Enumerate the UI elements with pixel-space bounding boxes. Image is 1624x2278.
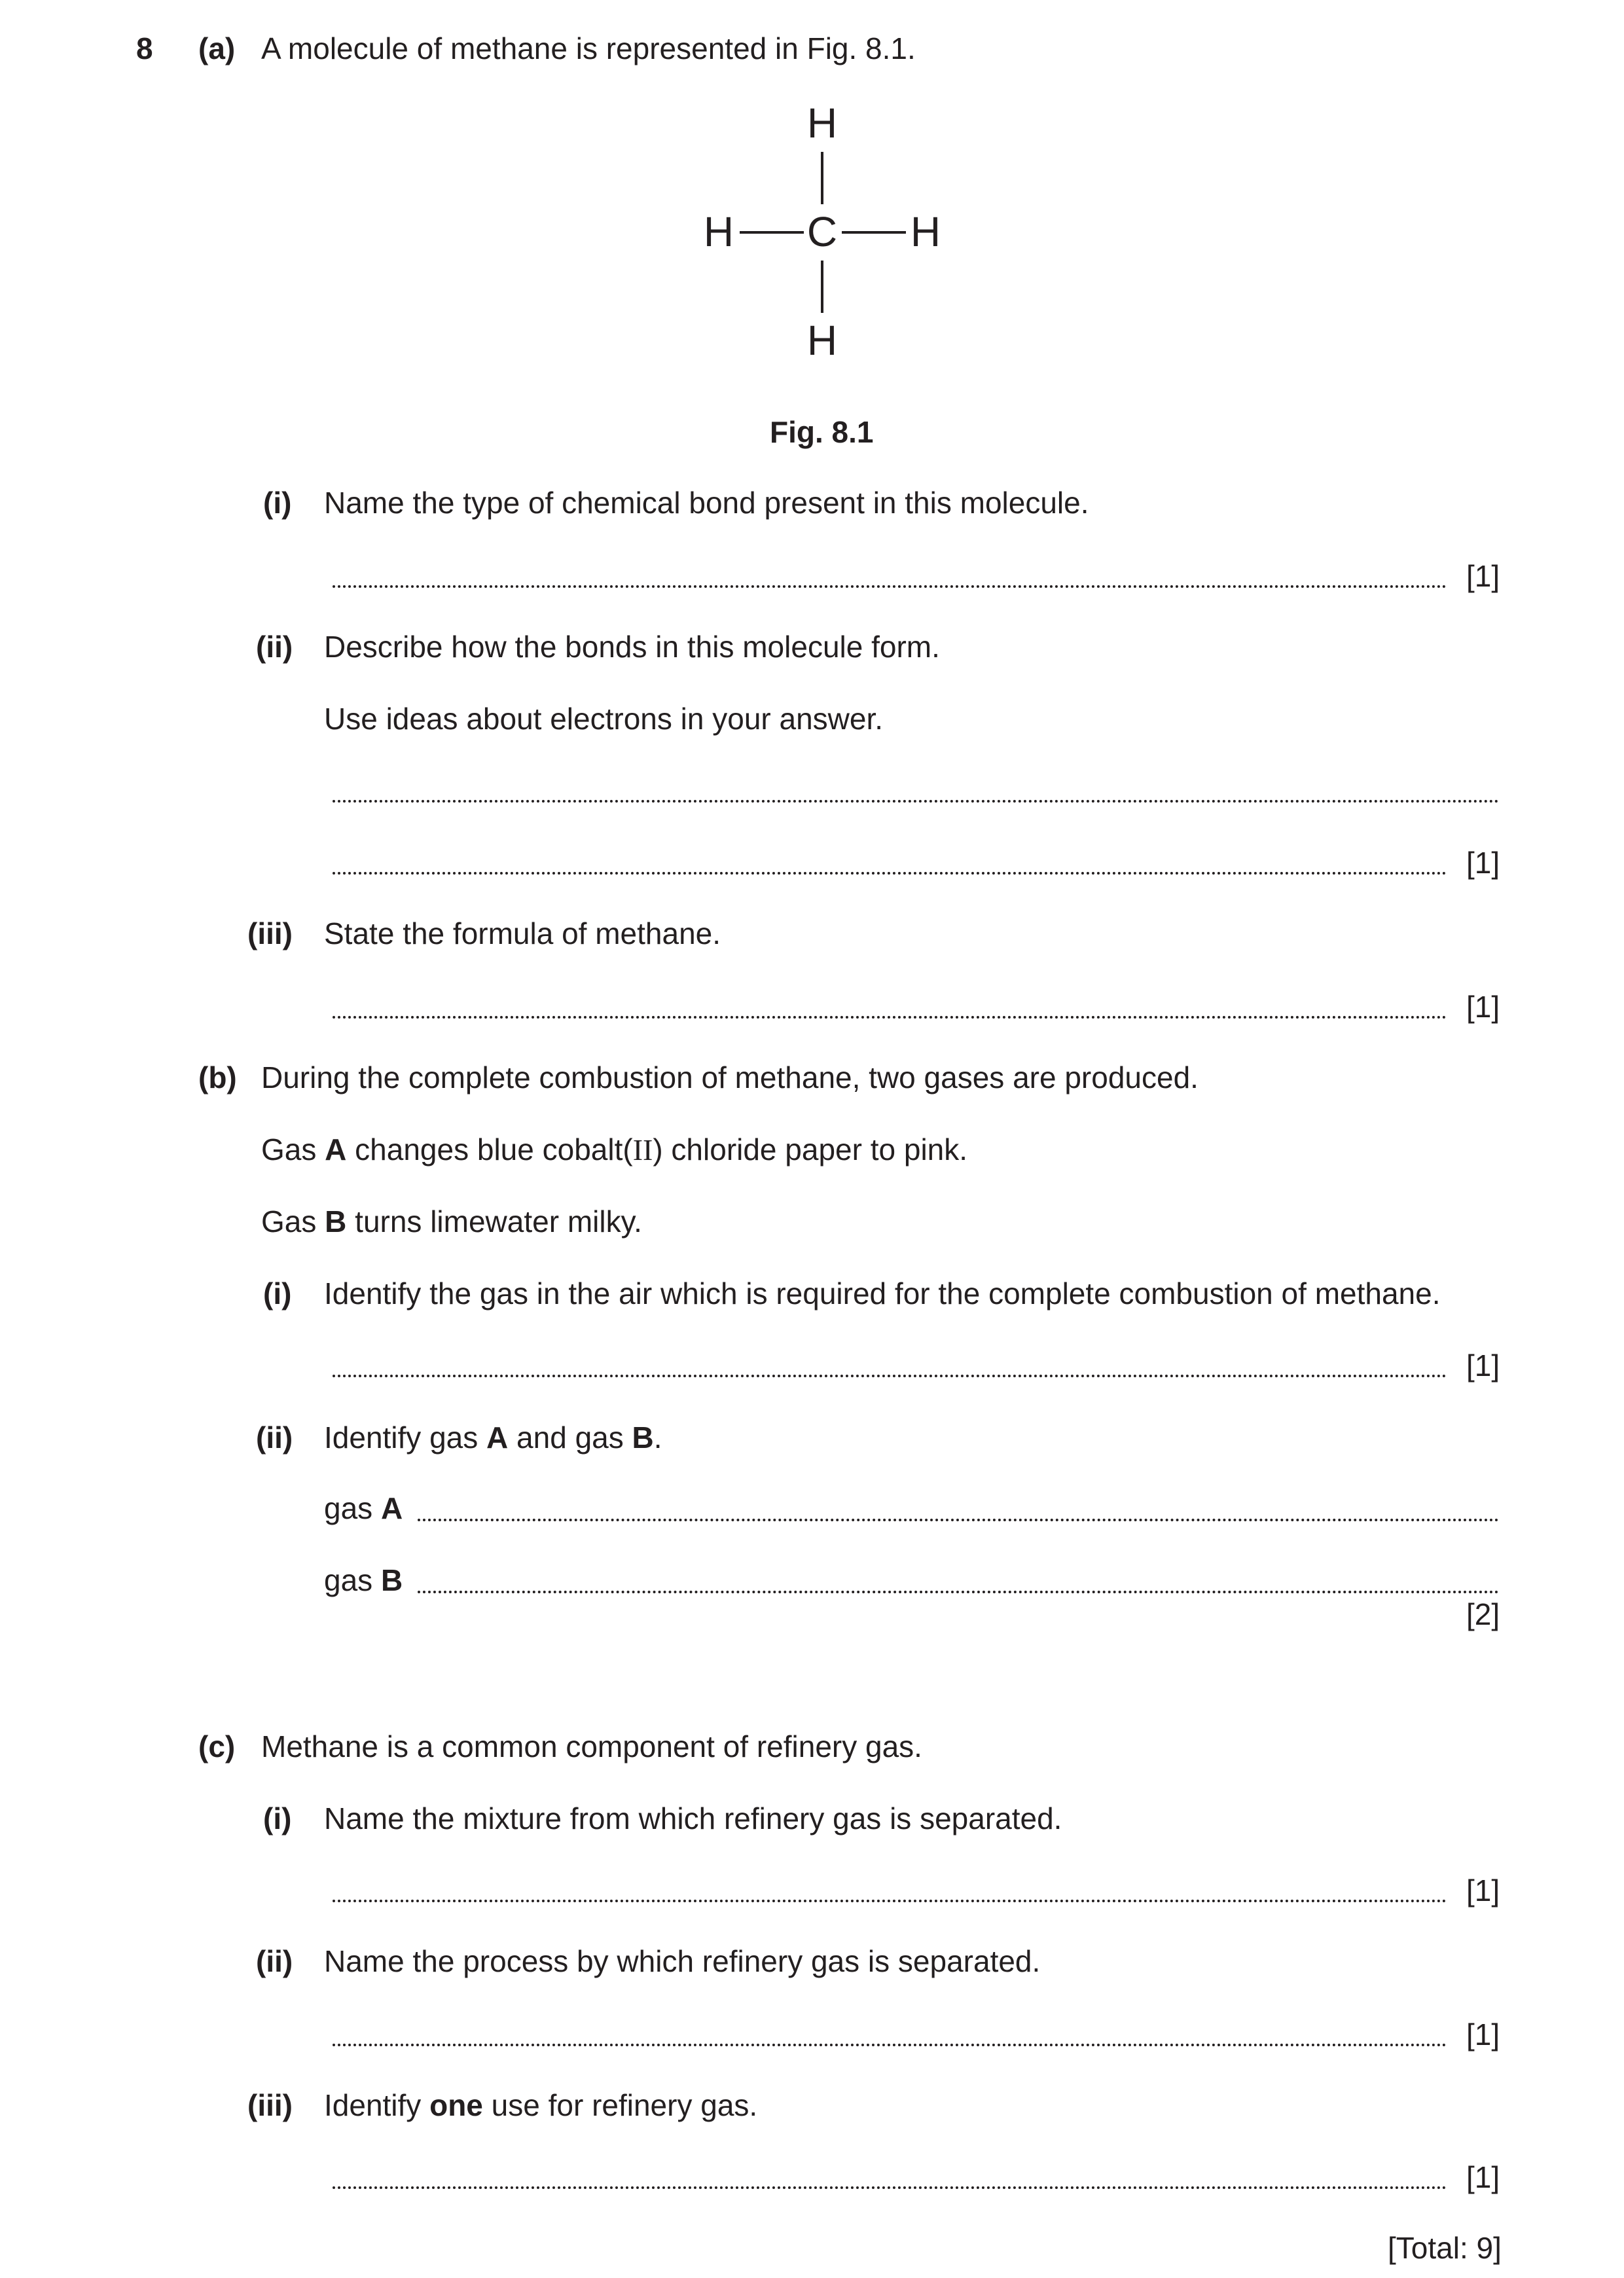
mark-c-i: [1] (1466, 1873, 1500, 1907)
methane-structure-figure (687, 92, 962, 367)
part-a-iii-text: State the formula of methane. (324, 916, 721, 950)
mark-b-i: [1] (1466, 1348, 1500, 1383)
mark-c-iii: [1] (1466, 2160, 1500, 2194)
answer-line-a-iii[interactable] (333, 1016, 1447, 1019)
mark-b-ii: [2] (1466, 1597, 1500, 1631)
methane-structure-diagram (687, 92, 962, 367)
part-b-intro: During the complete combustion of methane, two gases are produced. (261, 1060, 1199, 1094)
part-c-ii-text: Name the process by which refinery gas is separated. (324, 1944, 1041, 1978)
part-c-i-text: Name the mixture from which refinery gas is separated. (324, 1801, 1062, 1835)
part-c-intro: Methane is a common component of refinery gas. (261, 1729, 922, 1763)
answer-line-gas-a[interactable] (418, 1519, 1499, 1521)
part-b-ii-text: Identify gas A and gas B. (324, 1420, 662, 1455)
atom-h-bottom: H (806, 317, 838, 364)
answer-line-gas-b[interactable] (418, 1591, 1499, 1593)
answer-line-a-ii-1[interactable] (333, 800, 1499, 803)
part-a-i-text: Name the type of chemical bond present in this molecule. (324, 486, 1089, 520)
part-a-ii-text: Describe how the bonds in this molecule form. (324, 630, 940, 664)
part-a-iii-label: (iii) (247, 916, 293, 950)
answer-line-c-iii[interactable] (333, 2186, 1447, 2189)
part-c-iii-text: Identify one use for refinery gas. (324, 2088, 758, 2122)
part-a-i-label: (i) (263, 486, 292, 520)
part-c-label: (c) (198, 1729, 236, 1763)
answer-line-a-ii-2[interactable] (333, 872, 1447, 875)
answer-line-b-i[interactable] (333, 1375, 1447, 1377)
part-b-i-text: Identify the gas in the air which is required for the complete combustion of methane. (324, 1276, 1441, 1311)
part-c-ii-label: (ii) (256, 1944, 293, 1978)
answer-line-c-i[interactable] (333, 1900, 1447, 1902)
figure-caption: Fig. 8.1 (770, 415, 874, 449)
atom-h-right: H (910, 208, 941, 255)
gas-a-description: Gas A changes blue cobalt(II) chloride paper to pink. (261, 1132, 968, 1166)
part-c-iii-label: (iii) (247, 2088, 293, 2122)
mark-c-ii: [1] (1466, 2017, 1500, 2052)
part-a-ii-label: (ii) (256, 630, 293, 664)
part-a-intro: A molecule of methane is represented in Fig. 8.1. (261, 31, 916, 65)
gas-b-description: Gas B turns limewater milky. (261, 1204, 642, 1238)
part-a-ii-text2: Use ideas about electrons in your answer. (324, 702, 884, 736)
answer-line-c-ii[interactable] (333, 2044, 1447, 2046)
gas-a-answer-label: gas A (324, 1491, 403, 1525)
atom-h-left: H (703, 208, 734, 255)
mark-a-iii: [1] (1466, 990, 1500, 1024)
atom-h-top: H (806, 99, 838, 147)
mark-a-i: [1] (1466, 559, 1500, 593)
part-b-label: (b) (198, 1060, 237, 1094)
mark-a-ii: [1] (1466, 846, 1500, 880)
part-a-label: (a) (198, 31, 236, 65)
answer-line-a-i[interactable] (333, 585, 1447, 588)
part-c-i-label: (i) (263, 1801, 292, 1835)
question-number: 8 (136, 31, 153, 65)
part-b-ii-label: (ii) (256, 1420, 293, 1455)
atom-c-center: C (806, 208, 838, 255)
part-b-i-label: (i) (263, 1276, 292, 1311)
total-marks: [Total: 9] (1388, 2231, 1502, 2265)
gas-b-answer-label: gas B (324, 1563, 403, 1597)
